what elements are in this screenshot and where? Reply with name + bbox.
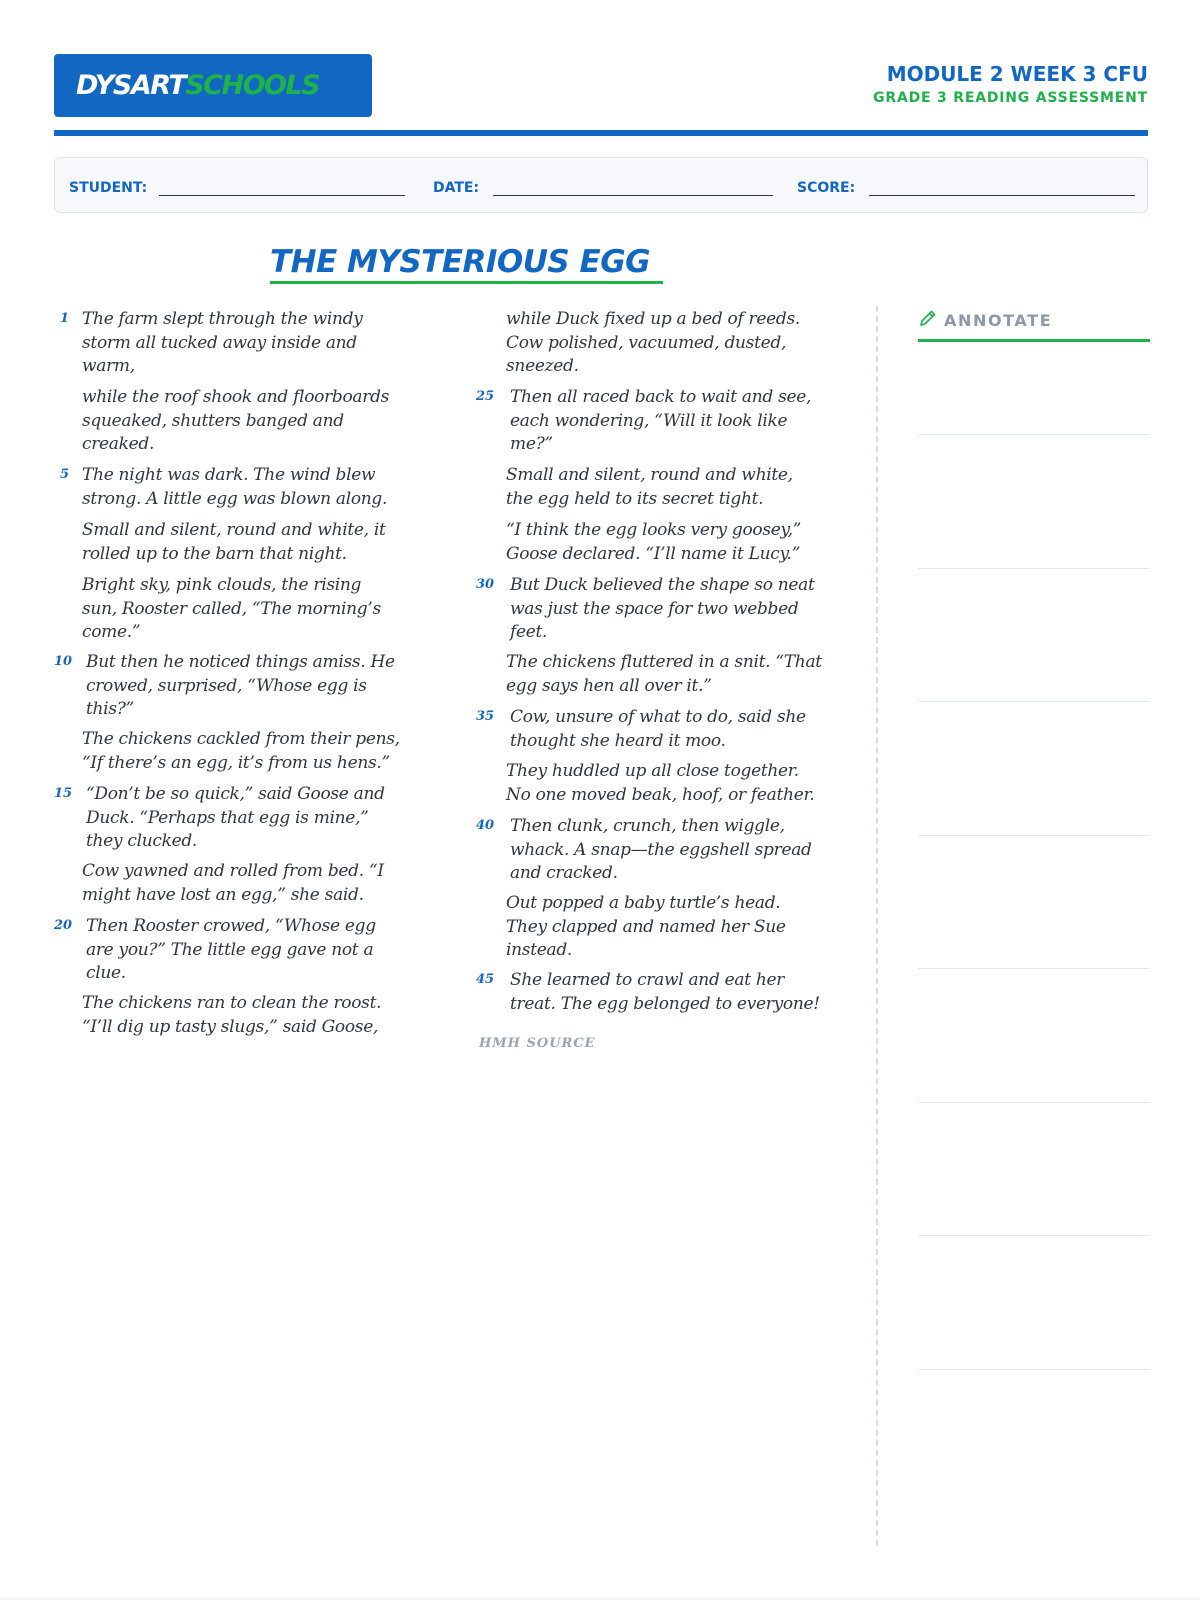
line-number: 10 — [54, 654, 73, 669]
poem-line: “Don’t be so quick,” said Goose and — [86, 784, 385, 804]
poem-line: They clapped and named her Sue — [506, 916, 786, 937]
poem-line: treat. The egg belonged to everyone! — [510, 993, 820, 1014]
student-name-field[interactable] — [159, 195, 405, 196]
poem-stanza — [82, 519, 386, 566]
line-number: 15 — [54, 786, 73, 801]
poem-line: rolled up to the barn that night. — [82, 543, 347, 564]
score-field[interactable] — [869, 195, 1135, 196]
assessment-subtitle: GRADE 3 READING ASSESSMENT — [873, 90, 1148, 106]
line-number: 1 — [60, 311, 70, 326]
poem-line: warm, — [82, 356, 135, 376]
column-divider — [876, 306, 878, 1546]
poem-line: The chickens ran to clean the roost. — [82, 993, 382, 1013]
poem-line: The farm slept through the windy — [82, 309, 363, 329]
poem-line: Cow yawned and rolled from bed. “I — [82, 861, 384, 881]
poem-stanza — [82, 464, 387, 511]
poem-line: was just the space for two webbed — [510, 598, 799, 619]
pencil-icon — [918, 308, 938, 333]
poem-line: Small and silent, round and white, — [506, 465, 793, 485]
poem-stanza — [506, 308, 800, 379]
line-number: 40 — [476, 818, 495, 833]
poem-line: Then clunk, crunch, then wiggle, — [510, 816, 785, 836]
annotation-line[interactable] — [918, 434, 1150, 435]
poem-stanza — [510, 969, 820, 1016]
poem-line: feet. — [510, 622, 548, 642]
poem-line: Cow, unsure of what to do, said she — [510, 707, 806, 727]
module-title: MODULE 2 WEEK 3 CFU — [886, 62, 1148, 86]
poem-line: squeaked, shutters banged and — [82, 410, 344, 431]
line-number: 30 — [476, 577, 495, 592]
annotation-line[interactable] — [918, 1369, 1150, 1370]
poem-line: They huddled up all close together. — [506, 761, 799, 781]
annotation-line[interactable] — [918, 835, 1150, 836]
poem-stanza — [510, 815, 812, 886]
poem-line: this?” — [86, 699, 134, 719]
annotation-line[interactable] — [918, 1235, 1150, 1236]
poem-line: egg says hen all over it.” — [506, 675, 712, 696]
logo-word-dysart: DYSART — [76, 70, 186, 101]
poem-line: creaked. — [82, 434, 155, 454]
poem-line: The chickens fluttered in a snit. “That — [506, 652, 822, 672]
poem-title: THE MYSTERIOUS EGG — [270, 244, 651, 280]
poem-stanza — [86, 651, 395, 722]
poem-stanza — [506, 464, 793, 511]
poem-stanza — [510, 386, 811, 457]
poem-stanza — [86, 915, 376, 986]
dysart-schools-logo — [54, 54, 372, 117]
poem-line: sneezed. — [506, 356, 579, 376]
poem-line: clue. — [86, 963, 126, 983]
poem-stanza — [86, 783, 385, 854]
poem-stanza — [82, 728, 400, 775]
annotation-line[interactable] — [918, 568, 1150, 569]
line-number: 5 — [60, 467, 70, 482]
poem-line: crowed, surprised, “Whose egg is — [86, 675, 367, 696]
poem-line: “I’ll dig up tasty slugs,” said Goose, — [82, 1016, 379, 1037]
poem-stanza — [506, 651, 822, 698]
annotation-line[interactable] — [918, 1102, 1150, 1103]
poem-line: come.” — [82, 622, 141, 642]
poem-stanza — [506, 519, 801, 566]
source-credit: HMH SOURCE — [479, 1036, 596, 1051]
poem-line: and cracked. — [510, 863, 618, 883]
annotation-line[interactable] — [918, 701, 1150, 702]
poem-line: She learned to crawl and eat her — [510, 970, 785, 990]
poem-stanza — [82, 574, 381, 645]
poem-line: Out popped a baby turtle’s head. — [506, 893, 781, 913]
poem-line: Bright sky, pink clouds, the rising — [82, 575, 362, 595]
poem-line: are you?” The little egg gave not a — [86, 939, 374, 960]
annotate-underline — [918, 339, 1150, 342]
poem-line: The chickens cackled from their pens, — [82, 729, 400, 749]
poem-stanza — [506, 892, 786, 963]
line-number: 20 — [54, 918, 73, 933]
poem-line: sun, Rooster called, “The morning’s — [82, 598, 381, 619]
date-label: DATE: — [433, 180, 480, 196]
poem-stanza — [510, 574, 815, 645]
poem-line: Then Rooster crowed, “Whose egg — [86, 916, 376, 936]
line-number: 45 — [476, 972, 495, 987]
poem-line: storm all tucked away inside and — [82, 332, 357, 353]
poem-line: instead. — [506, 940, 573, 960]
header-rule — [54, 130, 1148, 136]
poem-line: whack. A snap—the eggshell spread — [510, 839, 812, 860]
poem-stanza — [506, 760, 815, 807]
poem-line: Cow polished, vacuumed, dusted, — [506, 332, 787, 353]
poem-line: No one moved beak, hoof, or feather. — [506, 784, 815, 805]
poem-line: “I think the egg looks very goosey,” — [506, 520, 802, 540]
poem-stanza — [82, 860, 384, 907]
poem-line: might have lost an egg,” she said. — [82, 884, 364, 905]
poem-line: while the roof shook and floorboards — [82, 387, 390, 407]
poem-line: Duck. “Perhaps that egg is mine,” — [86, 807, 369, 828]
poem-stanza — [510, 706, 806, 753]
poem-line: The night was dark. The wind blew — [82, 465, 376, 485]
student-label: STUDENT: — [69, 180, 148, 196]
poem-line: strong. A little egg was blown along. — [82, 488, 388, 509]
poem-line: But then he noticed things amiss. He — [86, 652, 395, 672]
line-number: 35 — [476, 709, 495, 724]
poem-line: thought she heard it moo. — [510, 730, 726, 751]
logo-word-schools: SCHOOLS — [185, 70, 320, 101]
poem-line: Then all raced back to wait and see, — [510, 387, 812, 407]
poem-line: Goose declared. “I’ll name it Lucy.” — [506, 543, 800, 564]
poem-line: while Duck fixed up a bed of reeds. — [506, 309, 800, 329]
poem-line: the egg held to its secret tight. — [506, 488, 764, 509]
annotation-line[interactable] — [918, 968, 1150, 969]
annotate-header — [918, 308, 1052, 333]
poem-line: each wondering, “Will it look like — [510, 410, 788, 431]
poem-line: But Duck believed the shape so neat — [510, 575, 815, 595]
poem-line: “If there’s an egg, it’s from us hens.” — [82, 752, 390, 773]
poem-line: they clucked. — [86, 831, 198, 851]
poem-stanza — [82, 992, 381, 1039]
poem-line: me?” — [510, 434, 553, 454]
poem-stanza — [82, 386, 389, 457]
poem-stanza — [82, 308, 363, 379]
poem-line: Small and silent, round and white, it — [82, 520, 386, 540]
date-field[interactable] — [493, 195, 773, 196]
score-label: SCORE: — [797, 180, 856, 196]
student-info-bar — [54, 157, 1148, 213]
annotate-label: ANNOTATE — [944, 311, 1053, 330]
line-number: 25 — [476, 389, 495, 404]
title-underline — [270, 281, 663, 284]
